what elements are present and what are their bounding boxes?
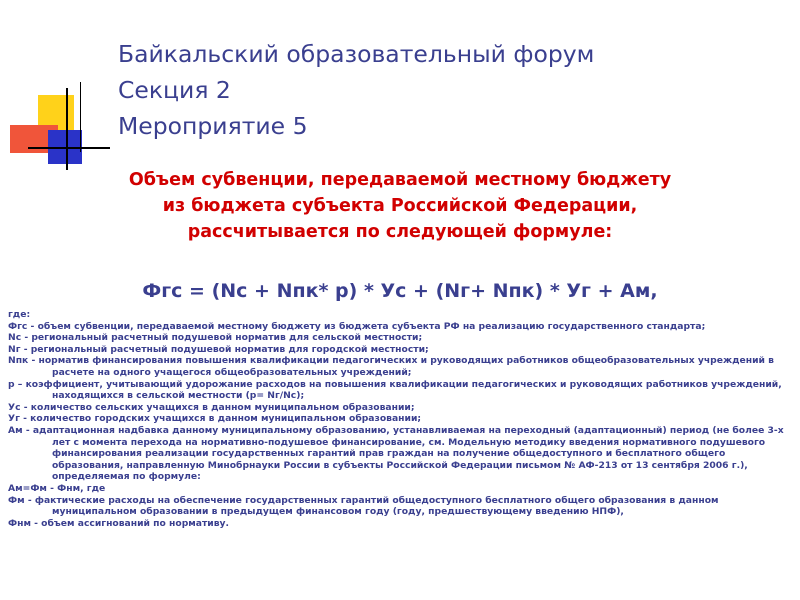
definition-ug: Уг - количество городских учащихся в данном муниципальном образовании; xyxy=(8,413,422,425)
definition-ns: Nс - региональный расчетный подушевой норматив для сельской местности; xyxy=(8,332,423,344)
definition-npk: Nпк - норматив финансирования повышения квалификации педагогических и руководящих работников общеобразовательных учреждений в расчете на одного учащегося общеобразовательных учреждений; xyxy=(8,355,774,378)
definitions-list xyxy=(8,309,798,529)
definition-ng: Nг - региональный расчетный подушевой норматив для городской местности; xyxy=(8,343,429,355)
definition-am-formula: Ам=Фм - Фнм, где xyxy=(8,482,106,494)
definition-fm: Фм - фактические расходы на обеспечение государственных гарантий общедоступного бесплатного общего образования в данном муниципальном образовании в предыдущем финансовом году (году, предшествующему введению НПФ), xyxy=(8,494,719,518)
slide-subtitle xyxy=(40,167,760,245)
logo-vertical-line-thin xyxy=(80,82,81,152)
title-line-3: Мероприятие 5 xyxy=(118,112,308,140)
title-line-1: Байкальский образовательный форум xyxy=(118,40,595,68)
main-formula: Фгс = (Nс + Nпк* р) * Ус + (Nг+ Nпк) * Уг + Ам, xyxy=(142,280,658,302)
decorative-logo xyxy=(0,0,110,170)
definition-fgs: Фгс - объем субвенции, передаваемой местному бюджету из бюджета субъекта РФ на реализацию государственного стандарта; xyxy=(8,320,706,332)
subtitle-line-3: рассчитывается по следующей формуле: xyxy=(187,222,613,242)
definition-p: р – коэффициент, учитывающий удорожание расходов на повышения квалификации педагогических и руководящих работников учреждений, находящихся в сельской местности (р= Nг/Nс); xyxy=(8,378,782,402)
slide-title xyxy=(118,36,758,144)
definition-intro: где: xyxy=(8,309,31,320)
logo-horizontal-line xyxy=(28,147,110,149)
logo-vertical-line xyxy=(66,88,68,170)
definition-us: Ус - количество сельских учащихся в данном муниципальном образовании; xyxy=(8,401,415,413)
title-line-2: Секция 2 xyxy=(118,76,231,104)
definition-am: Ам - адаптационная надбавка данному муниципальному образованию, устанавливаемая на переходный (адаптационный) период (не более 3-х лет с момента перехода на нормативно-подушевое финансирование, см. Модельную методику введения нормативного подушевого финансирования реализации государственных гарантий прав граждан на получение общедоступного и бесплатного общего образования, направленную Минобрнауки России в субъекты Российской Федерации письмом № АФ-213 от 13 сентября 2006 г.), определяемая по формуле: xyxy=(8,424,784,483)
subtitle-line-2: из бюджета субъекта Российской Федерации, xyxy=(162,196,638,216)
subtitle-line-1: Объем субвенции, передаваемой местному бюджету xyxy=(128,170,672,190)
definition-fnm: Фнм - объем ассигнований по нормативу. xyxy=(8,517,230,529)
